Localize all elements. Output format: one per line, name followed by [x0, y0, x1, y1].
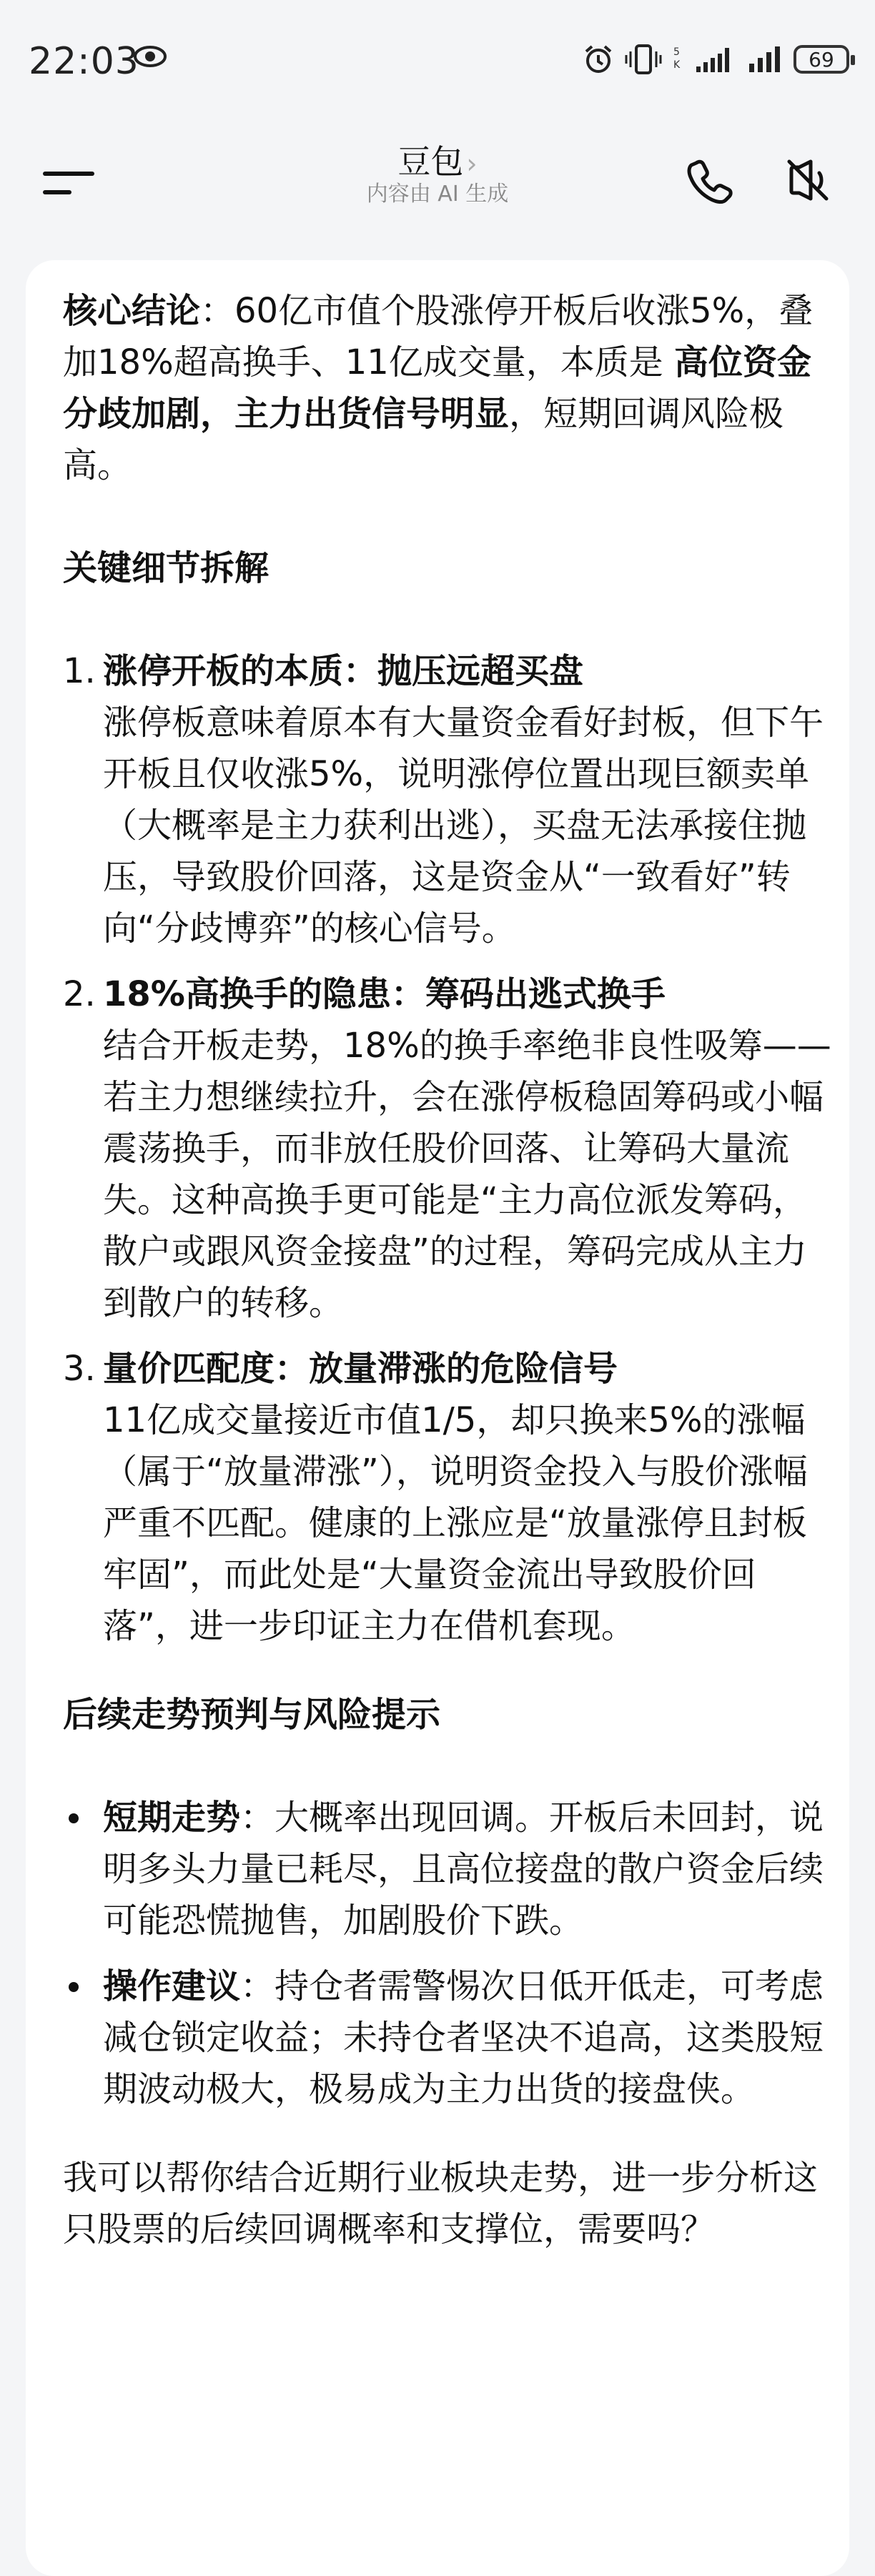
list-item: [63, 1792, 835, 1946]
signal-icon: [748, 45, 783, 74]
ai-generated-notice: 内容由 AI 生成: [366, 182, 509, 207]
status-time: 22:03: [29, 40, 139, 83]
risk-bullets-list: [63, 1792, 835, 2115]
bullet-label: 操作建议: [103, 1966, 241, 2006]
list-item: [63, 1343, 835, 1652]
step-body: 结合开板走势，18%的换手率绝非良性吸筹——若主力想继续拉升，会在涨停板稳固筹码或小幅震荡换手，而非放任股价回落、让筹码大量流失。这种高换手更可能是“主力高位派发筹码，散户或跟风资金接盘”的过程，筹码完成从主力到散户的转移。: [103, 1026, 831, 1323]
section-title-details: 关键细节拆解: [63, 548, 270, 588]
alarm-icon: [582, 43, 615, 76]
signal-icon: [695, 45, 738, 74]
svg-text:5: 5: [673, 46, 680, 58]
vibrate-icon: [625, 43, 662, 76]
bullet-text: ：持仓者需警惕次日低开低走，可考虑减仓锁定收益；未持仓者坚决不追高，这类股短期波动极大，极易成为主力出货的接盘侠。: [103, 1966, 824, 2109]
core-conclusion-text-end: ，短期回调风险极高。: [63, 394, 784, 485]
step-body: 涨停板意味着原本有大量资金看好封板，但下午开板且仅收涨5%，说明涨停位置出现巨额卖单（大概率是主力获利出逃），买盘无法承接住抛压，导致股价回落，这是资金从“一致看好”转向“分歧博弈”的核心信号。: [103, 703, 824, 948]
follow-up-question: 我可以帮你结合近期行业板块走势，进一步分析这只股票的后续回调概率和支撑位，需要吗？: [63, 2158, 819, 2249]
network-speed-icon: [672, 44, 685, 75]
bullet-label: 短期走势: [103, 1798, 241, 1838]
step-number: 3.: [63, 1349, 96, 1389]
list-item: [63, 969, 835, 1329]
phone-call-button[interactable]: [681, 152, 738, 209]
list-item: [63, 645, 835, 954]
bullet-icon: [69, 1813, 79, 1823]
mute-speaker-icon: [779, 152, 836, 209]
step-number: 2.: [63, 974, 96, 1014]
message-content: [63, 285, 835, 2255]
eye-icon: [133, 44, 167, 69]
chevron-right-icon: ›: [466, 148, 478, 179]
step-body: 11亿成交量接近市值1/5，却只换来5%的涨幅（属于“放量滞涨”），说明资金投入与股价涨幅严重不匹配。健康的上涨应是“放量涨停且封板牢固”，而此处是“大量资金流出导致股价回落”，进一步印证主力在借机套现。: [103, 1400, 808, 1646]
list-item: [63, 1961, 835, 2115]
ai-message-card: [26, 260, 849, 2576]
bullet-icon: [69, 1982, 79, 1992]
status-bar: [0, 0, 875, 122]
step-title: 18%高换手的隐患：筹码出逃式换手: [103, 974, 666, 1014]
status-icons: [582, 40, 849, 79]
battery-icon: 69: [794, 45, 849, 74]
section-title-outlook: 后续走势预判与风险提示: [63, 1695, 441, 1735]
svg-text:K: K: [673, 59, 681, 71]
mute-button[interactable]: [779, 152, 836, 209]
bullet-text: ：大概率出现回调。开板后未回封，说明多头力量已耗尽，且高位接盘的散户资金后续可能恐慌抛售，加剧股价下跌。: [103, 1798, 824, 1941]
step-number: 1.: [63, 651, 96, 691]
step-title: 量价匹配度：放量滞涨的危险信号: [103, 1349, 618, 1389]
core-conclusion: [63, 285, 835, 491]
phone-icon: [681, 152, 738, 209]
app-header: [0, 122, 875, 250]
core-conclusion-text: ：60亿市值个股涨停开板后收涨5%，叠加18%超高换手、11亿成交量，本质是: [63, 291, 814, 382]
chat-title-text: 豆包: [397, 142, 464, 181]
core-conclusion-label: 核心结论: [63, 291, 201, 331]
core-conclusion-highlight: 高位资金分歧加剧，主力出货信号明显: [63, 342, 812, 434]
step-title: 涨停开板的本质：抛压远超买盘: [103, 651, 584, 691]
detail-steps-list: [63, 645, 835, 1652]
